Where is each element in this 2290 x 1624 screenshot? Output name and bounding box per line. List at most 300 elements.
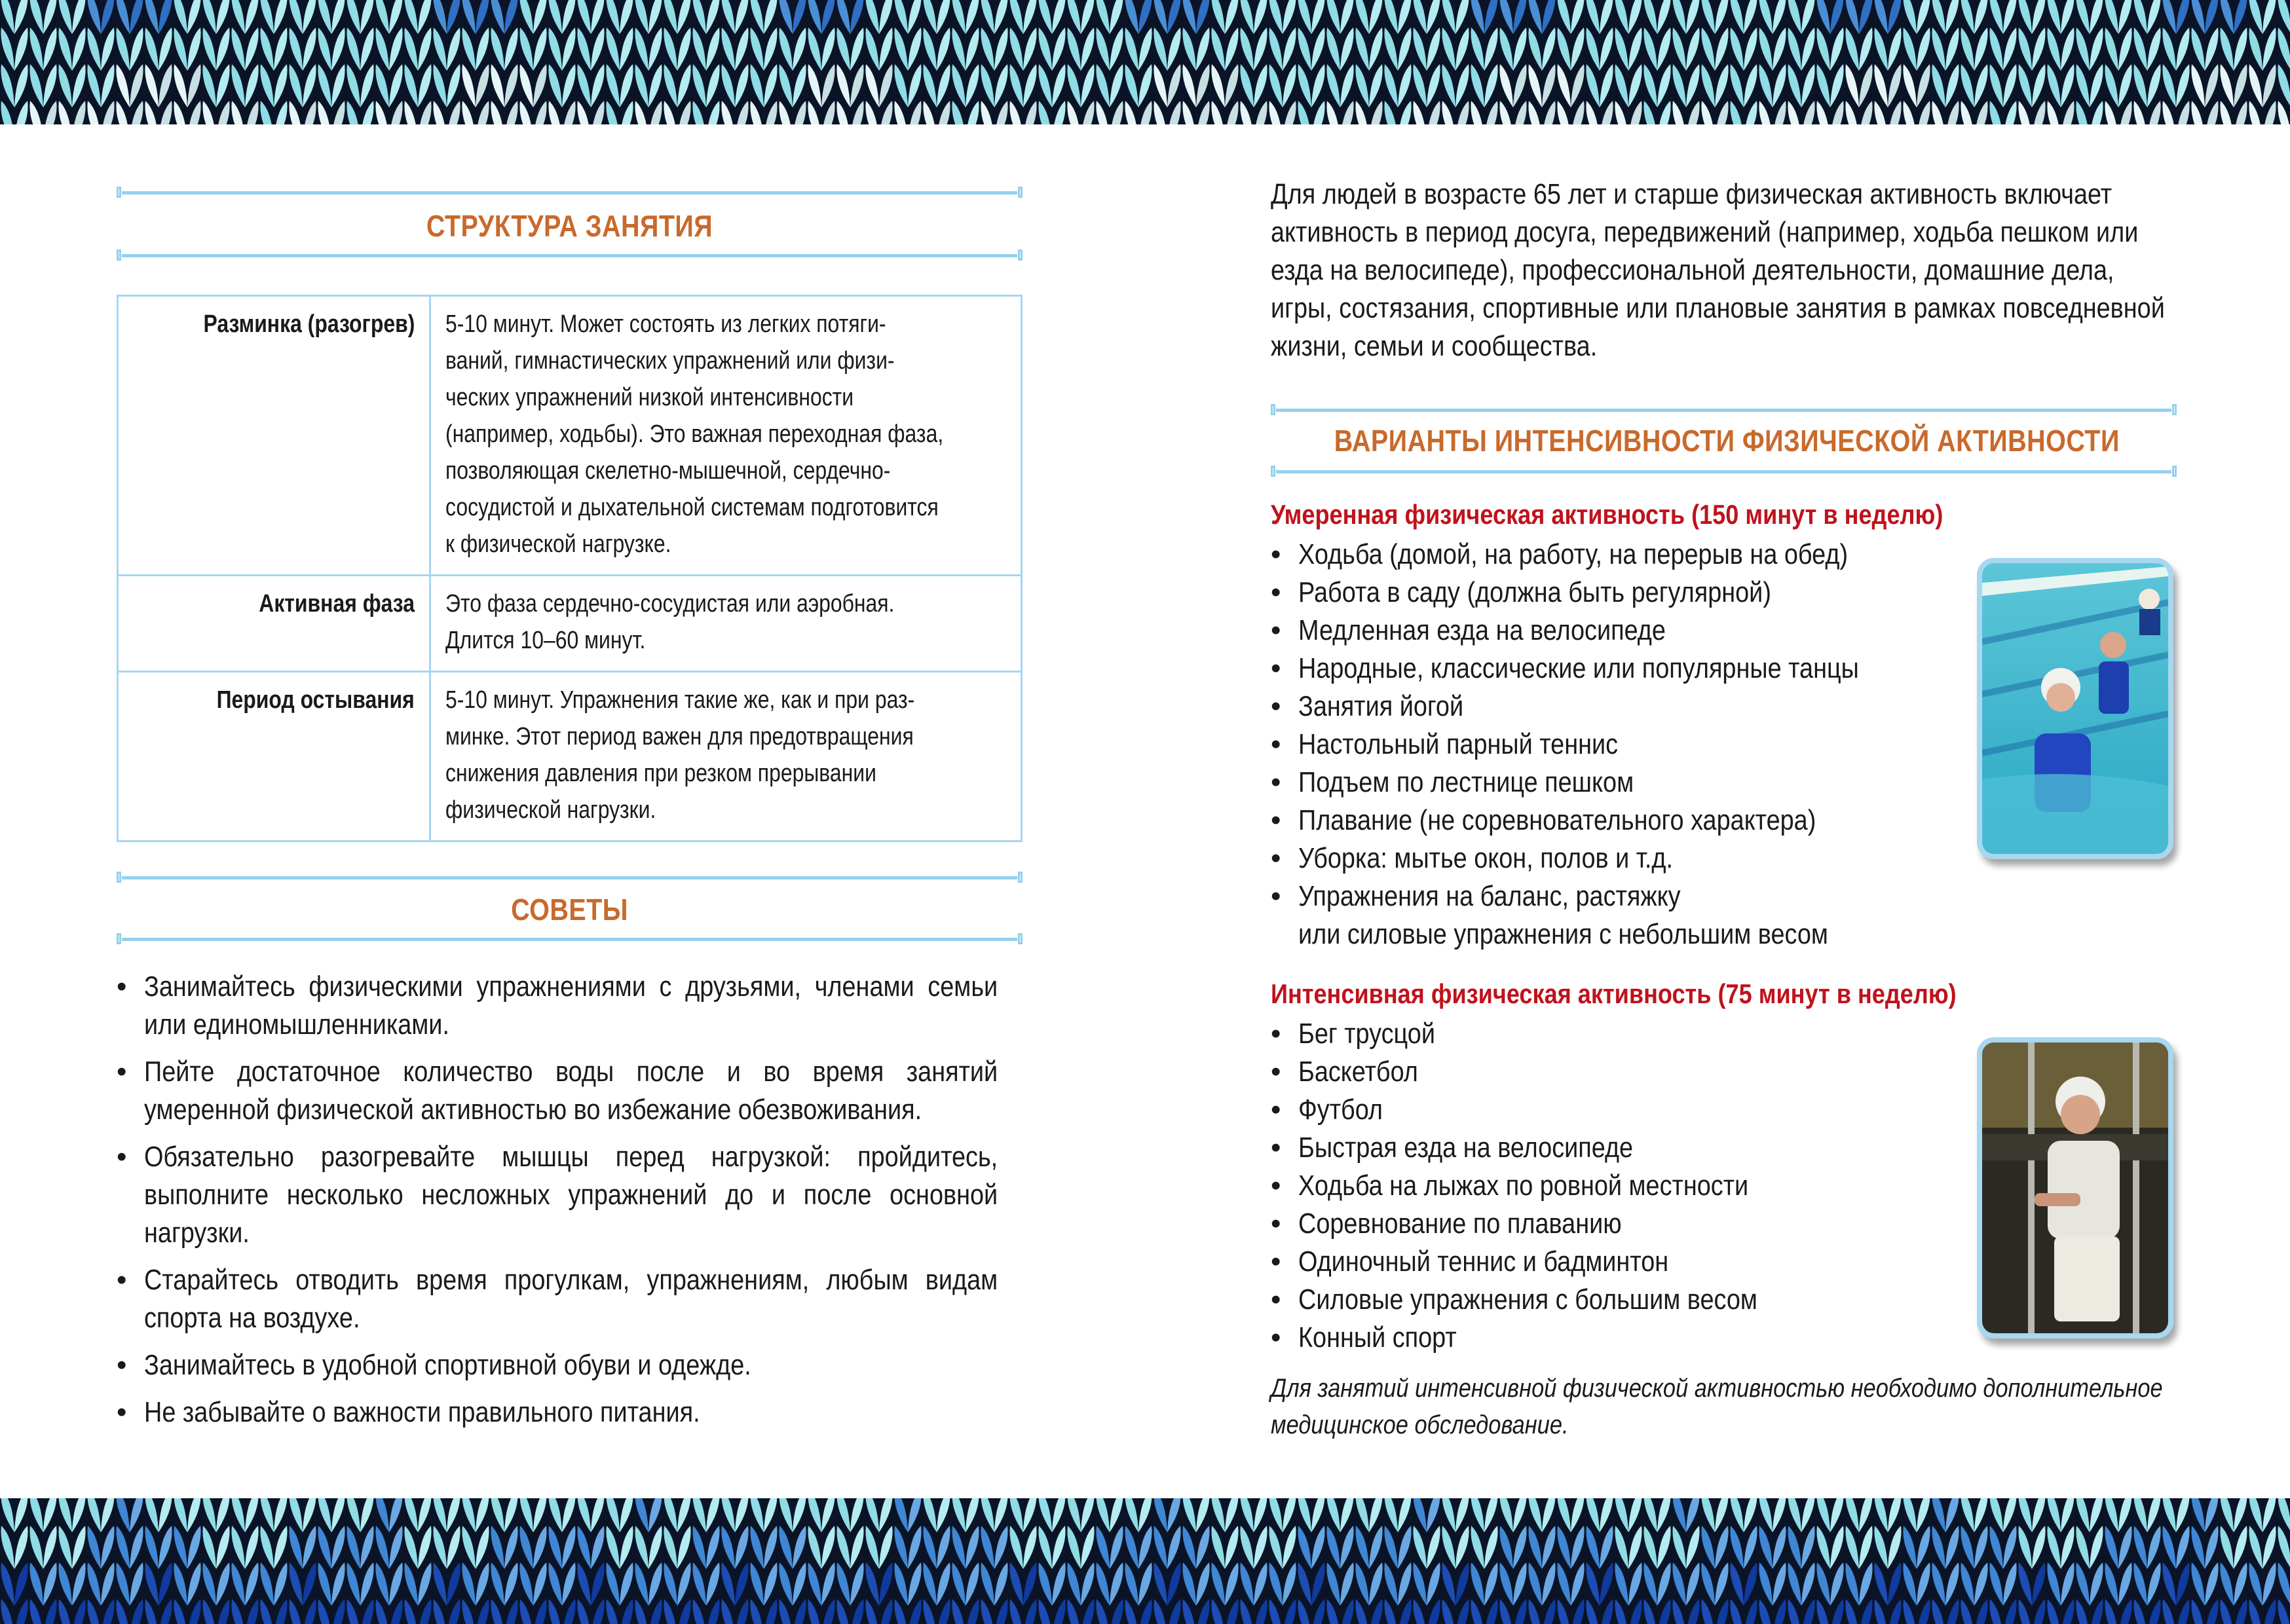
knit-stitch: [1442, 1599, 1455, 1624]
knit-stitch: [620, 1562, 633, 1606]
knit-stitch: [1009, 1526, 1023, 1569]
knit-stitch: [1571, 28, 1585, 71]
knit-stitch: [1138, 1498, 1152, 1532]
knit-stitch: [14, 101, 28, 124]
knit-stitch: [1672, 101, 1686, 124]
knit-stitch: [1196, 101, 1210, 124]
knit-stitch: [289, 0, 303, 34]
list-item: • Ходьба (домой, на работу, на перерыв на обед): [1271, 536, 1950, 574]
knit-stitch: [145, 0, 159, 34]
knit-stitch: [504, 101, 518, 124]
knit-stitch: [58, 0, 72, 34]
knit-stitch: [1154, 1526, 1167, 1569]
intensity-title: ВАРИАНТЫ ИНТЕНСИВНОСТИ ФИЗИЧЕСКОЙ АКТИВНОСТИ: [1334, 424, 2120, 458]
knit-stitch: [721, 101, 735, 124]
knit-stitch: [1225, 0, 1239, 34]
knit-stitch: [836, 0, 850, 34]
bullet-icon: •: [117, 970, 127, 1003]
knit-stitch: [1311, 28, 1325, 71]
knit-stitch: [1600, 64, 1613, 107]
knit-stitch: [1196, 1599, 1210, 1624]
knit-stitch: [404, 1562, 418, 1606]
knit-stitch: [260, 1498, 274, 1532]
knit-stitch: [664, 0, 677, 34]
knit-stitch: [1974, 28, 1988, 71]
knit-stitch: [1326, 1562, 1340, 1606]
knit-stitch: [202, 1562, 216, 1606]
knit-stitch: [375, 64, 389, 107]
knit-stitch: [2162, 1562, 2176, 1606]
knit-stitch: [1225, 64, 1239, 107]
knit-stitch: [606, 1599, 620, 1624]
knit-stitch: [1484, 1526, 1498, 1569]
knit-stitch: [908, 1562, 922, 1606]
knit-stitch: [1298, 1526, 1311, 1569]
knit-stitch: [1398, 1498, 1412, 1532]
knit-stitch: [1154, 28, 1167, 71]
knit-stitch: [1528, 0, 1542, 34]
knit-stitch: [2176, 28, 2190, 71]
knit-stitch: [1759, 101, 1773, 124]
knit-stitch: [318, 28, 331, 71]
knit-stitch: [1816, 1498, 1830, 1532]
knit-stitch: [1138, 28, 1152, 71]
knit-stitch: [72, 0, 86, 34]
knit-stitch: [1917, 1562, 1930, 1606]
knit-stitch: [2162, 1599, 2176, 1624]
knit-stitch: [2047, 64, 2061, 107]
knit-stitch: [692, 1562, 706, 1606]
knit-stitch: [1788, 64, 1801, 107]
knit-stitch: [1730, 0, 1744, 34]
knit-stitch: [1989, 101, 2003, 124]
knit-stitch: [389, 1526, 403, 1569]
knit-stitch: [1398, 1562, 1412, 1606]
knit-stitch: [850, 1599, 864, 1624]
knit-stitch: [1499, 1599, 1513, 1624]
knit-stitch: [1167, 1498, 1181, 1532]
knit-stitch: [1369, 1562, 1383, 1606]
knit-stitch: [1528, 28, 1542, 71]
knit-stitch: [692, 1526, 706, 1569]
knit-stitch: [174, 101, 187, 124]
knit-stitch: [130, 1599, 143, 1624]
knit-stitch: [1484, 101, 1498, 124]
knit-stitch: [1427, 101, 1440, 124]
section-rule-bottom: [117, 253, 1023, 258]
knit-stitch: [1586, 64, 1600, 107]
knit-stitch: [1254, 1599, 1267, 1624]
knit-stitch: [375, 1599, 389, 1624]
knit-stitch: [447, 28, 460, 71]
knit-stitch: [245, 0, 259, 34]
bullet-icon: •: [1271, 1132, 1281, 1164]
knit-stitch: [2090, 1498, 2103, 1532]
knit-stitch: [750, 64, 764, 107]
knit-stitch: [894, 0, 908, 34]
knit-stitch: [289, 1526, 303, 1569]
knit-stitch: [620, 28, 633, 71]
knit-stitch: [1845, 101, 1859, 124]
knit-stitch: [303, 1562, 316, 1606]
knit-stitch: [404, 64, 418, 107]
knit-stitch: [1471, 1498, 1484, 1532]
knit-stitch: [994, 64, 1008, 107]
knit-stitch: [952, 101, 966, 124]
knit-stitch: [418, 28, 432, 71]
knit-stitch: [2147, 1526, 2161, 1569]
knit-stitch: [2076, 1526, 2090, 1569]
knit-stitch: [2047, 1526, 2061, 1569]
knit-stitch: [591, 64, 605, 107]
knit-stitch: [1744, 1599, 1757, 1624]
knit-stitch: [1125, 1599, 1138, 1624]
knit-stitch: [1311, 0, 1325, 34]
knit-stitch: [130, 101, 143, 124]
knit-stitch: [433, 0, 447, 34]
knit-stitch: [331, 28, 345, 71]
knit-stitch: [1513, 64, 1527, 107]
knit-stitch: [1182, 0, 1196, 34]
knit-stitch: [750, 1498, 764, 1532]
knit-stitch: [43, 1599, 57, 1624]
knit-stitch: [1874, 1562, 1888, 1606]
knit-stitch: [664, 101, 677, 124]
knit-stitch: [2118, 1498, 2132, 1532]
knit-stitch: [1586, 1599, 1600, 1624]
knit-stitch: [1326, 101, 1340, 124]
knit-stitch: [1484, 0, 1498, 34]
knit-stitch: [29, 0, 43, 34]
knit-stitch: [1571, 1526, 1585, 1569]
knit-stitch: [1471, 28, 1484, 71]
knit-stitch: [562, 0, 576, 34]
knit-stitch: [1283, 1599, 1296, 1624]
knit-stitch: [87, 64, 101, 107]
knit-stitch: [1628, 28, 1642, 71]
knit-stitch: [174, 1562, 187, 1606]
knit-stitch: [1830, 1526, 1844, 1569]
knit-stitch: [1211, 1526, 1225, 1569]
knit-stitch: [1254, 1562, 1267, 1606]
knit-stitch: [1557, 28, 1571, 71]
knit-stitch: [1326, 1599, 1340, 1624]
knit-stitch: [1413, 1599, 1427, 1624]
knit-stitch: [404, 1498, 418, 1532]
knit-stitch: [2262, 101, 2276, 124]
knit-stitch: [952, 1599, 966, 1624]
knit-stitch: [216, 0, 230, 34]
knit-stitch: [706, 1562, 720, 1606]
knit-stitch: [202, 64, 216, 107]
knit-stitch: [347, 1599, 360, 1624]
knit-stitch: [1859, 0, 1873, 34]
knit-stitch: [1628, 1526, 1642, 1569]
list-item: • Работа в саду (должна быть регулярной): [1271, 574, 1950, 612]
knit-pattern-graphic: [0, 0, 2290, 124]
knit-stitch: [289, 1562, 303, 1606]
knit-stitch: [72, 28, 86, 71]
knit-stitch: [706, 64, 720, 107]
knit-stitch: [1052, 1526, 1066, 1569]
knit-stitch: [476, 28, 489, 71]
knit-stitch: [1023, 1562, 1037, 1606]
knit-stitch: [721, 1562, 735, 1606]
knit-stitch: [1945, 1562, 1959, 1606]
knit-stitch: [721, 1599, 735, 1624]
phase-label: Период остывания: [216, 686, 415, 714]
knit-stitch: [2278, 64, 2290, 107]
knit-stitch: [850, 28, 864, 71]
knit-stitch: [750, 1562, 764, 1606]
knit-stitch: [116, 1599, 130, 1624]
knit-stitch: [1643, 1526, 1657, 1569]
knit-stitch: [908, 28, 922, 71]
knit-stitch: [894, 101, 908, 124]
knit-stitch: [664, 1599, 677, 1624]
knit-stitch: [1686, 0, 1700, 34]
knit-stitch: [635, 1562, 648, 1606]
knit-stitch: [1154, 1498, 1167, 1532]
knit-stitch: [1167, 64, 1181, 107]
knit-stitch: [1715, 1498, 1729, 1532]
knit-stitch: [101, 0, 115, 34]
knit-stitch: [2133, 0, 2147, 34]
knit-stitch: [1182, 101, 1196, 124]
knit-stitch: [29, 28, 43, 71]
knit-stitch: [1888, 1498, 1902, 1532]
knit-stitch: [187, 64, 201, 107]
knit-stitch: [1932, 1562, 1945, 1606]
knit-stitch: [1427, 64, 1440, 107]
knit-stitch: [1081, 1526, 1095, 1569]
knit-stitch: [1657, 101, 1671, 124]
knit-stitch: [2191, 1498, 2205, 1532]
knit-stitch: [1254, 1526, 1267, 1569]
knit-stitch: [1038, 101, 1052, 124]
knit-stitch: [2262, 1498, 2276, 1532]
knit-stitch: [491, 1562, 504, 1606]
knit-stitch: [216, 28, 230, 71]
knit-stitch: [447, 1599, 460, 1624]
knit-stitch: [1442, 1498, 1455, 1532]
knit-stitch: [216, 1562, 230, 1606]
knit-stitch: [1110, 1599, 1123, 1624]
knit-stitch: [1932, 64, 1945, 107]
knit-stitch: [87, 1599, 101, 1624]
knit-pattern-top-band: [0, 0, 2290, 124]
knit-stitch: [735, 1599, 749, 1624]
knit-stitch: [1903, 1498, 1917, 1532]
knit-stitch: [1974, 101, 1988, 124]
knit-stitch: [1701, 1498, 1715, 1532]
knit-stitch: [231, 0, 245, 34]
knit-stitch: [418, 0, 432, 34]
knit-stitch: [29, 1599, 43, 1624]
knit-stitch: [1715, 64, 1729, 107]
knit-stitch: [1571, 1562, 1585, 1606]
knit-stitch: [1816, 0, 1830, 34]
knit-stitch: [491, 1498, 504, 1532]
knit-stitch: [462, 101, 476, 124]
knit-stitch: [1081, 101, 1095, 124]
knit-stitch: [1686, 1498, 1700, 1532]
knit-stitch: [1845, 1599, 1859, 1624]
list-item: • Обязательно разогревайте мышцы перед нагрузкой: пройдитесь, выполните несколько несложных упражнений до и после основной нагрузки.: [117, 1138, 1023, 1252]
knit-stitch: [850, 1562, 864, 1606]
knit-stitch: [1989, 28, 2003, 71]
knit-stitch: [87, 1526, 101, 1569]
list-item: • Баскетбол: [1271, 1053, 1832, 1091]
knit-stitch: [519, 64, 533, 107]
bullet-icon: •: [1271, 842, 1281, 874]
knit-stitch: [1643, 28, 1657, 71]
knit-stitch: [606, 1498, 620, 1532]
knit-stitch: [1845, 1526, 1859, 1569]
knit-stitch: [1715, 28, 1729, 71]
knit-stitch: [101, 64, 115, 107]
knit-stitch: [116, 1562, 130, 1606]
knit-stitch: [2234, 1526, 2247, 1569]
knit-stitch: [72, 64, 86, 107]
knit-stitch: [937, 0, 950, 34]
knit-stitch: [1442, 101, 1455, 124]
knit-stitch: [1167, 1526, 1181, 1569]
knit-stitch: [14, 1498, 28, 1532]
knit-stitch: [1, 1526, 14, 1569]
knit-stitch: [2018, 28, 2032, 71]
knit-stitch: [1701, 0, 1715, 34]
knit-stitch: [1830, 28, 1844, 71]
knit-stitch: [331, 64, 345, 107]
knit-stitch: [2118, 28, 2132, 71]
knit-stitch: [2090, 28, 2103, 71]
knit-stitch: [2133, 1526, 2147, 1569]
knit-stitch: [635, 1599, 648, 1624]
knit-stitch: [58, 1599, 72, 1624]
knit-stitch: [2220, 1526, 2234, 1569]
knit-stitch: [1701, 1562, 1715, 1606]
knit-stitch: [1859, 1526, 1873, 1569]
knit-stitch: [1455, 1599, 1469, 1624]
knit-stitch: [750, 1526, 764, 1569]
knit-stitch: [2061, 0, 2074, 34]
knit-stitch: [1672, 28, 1686, 71]
knit-stitch: [635, 0, 648, 34]
knit-stitch: [836, 64, 850, 107]
knit-stitch: [1816, 1599, 1830, 1624]
knit-stitch: [764, 1498, 778, 1532]
knit-stitch: [58, 64, 72, 107]
knit-stitch: [779, 28, 793, 71]
knit-stitch: [116, 0, 130, 34]
knit-stitch: [433, 1599, 447, 1624]
knit-stitch: [1369, 101, 1383, 124]
knit-stitch: [635, 101, 648, 124]
knit-stitch: [1961, 64, 1974, 107]
knit-stitch: [519, 1599, 533, 1624]
knit-stitch: [1801, 1498, 1815, 1532]
knit-stitch: [1484, 1562, 1498, 1606]
knit-stitch: [72, 1526, 86, 1569]
knit-stitch: [2249, 64, 2262, 107]
knit-stitch: [433, 101, 447, 124]
knit-stitch: [577, 0, 591, 34]
knit-stitch: [1686, 1526, 1700, 1569]
knit-stitch: [1269, 0, 1283, 34]
knit-stitch: [1110, 0, 1123, 34]
knit-stitch: [750, 0, 764, 34]
knit-stitch: [894, 1599, 908, 1624]
knit-stitch: [1240, 1526, 1254, 1569]
knit-stitch: [2278, 1562, 2290, 1606]
knit-stitch: [433, 28, 447, 71]
knit-stitch: [591, 28, 605, 71]
knit-stitch: [14, 0, 28, 34]
knit-stitch: [2262, 1526, 2276, 1569]
knit-stitch: [318, 0, 331, 34]
knit-stitch: [1932, 1599, 1945, 1624]
knit-stitch: [29, 101, 43, 124]
knit-stitch: [2032, 1599, 2046, 1624]
knit-stitch: [476, 64, 489, 107]
knit-stitch: [1571, 1599, 1585, 1624]
knit-stitch: [1557, 64, 1571, 107]
knit-stitch: [1110, 28, 1123, 71]
knit-stitch: [174, 1526, 187, 1569]
knit-stitch: [1138, 101, 1152, 124]
knit-stitch: [865, 64, 879, 107]
knit-stitch: [1455, 1526, 1469, 1569]
knit-stitch: [1773, 1562, 1786, 1606]
knit-stitch: [533, 0, 547, 34]
knit-stitch: [2061, 28, 2074, 71]
knit-stitch: [260, 64, 274, 107]
knit-stitch: [648, 1599, 662, 1624]
knit-stitch: [274, 1599, 288, 1624]
knit-stitch: [764, 1526, 778, 1569]
knit-stitch: [87, 28, 101, 71]
knit-stitch: [1961, 1498, 1974, 1532]
knit-stitch: [1586, 28, 1600, 71]
knit-stitch: [1586, 101, 1600, 124]
knit-stitch: [14, 28, 28, 71]
knit-stitch: [174, 1498, 187, 1532]
knit-stitch: [2147, 0, 2161, 34]
knit-stitch: [2220, 1562, 2234, 1606]
knit-stitch: [1615, 28, 1628, 71]
knit-stitch: [1945, 1599, 1959, 1624]
knit-stitch: [87, 1562, 101, 1606]
knit-stitch: [1138, 0, 1152, 34]
knit-stitch: [14, 64, 28, 107]
knit-stitch: [836, 28, 850, 71]
knit-stitch: [318, 1599, 331, 1624]
knit-stitch: [1, 64, 14, 107]
knit-stitch: [1657, 1498, 1671, 1532]
bullet-icon: •: [1271, 1246, 1281, 1278]
knit-stitch: [331, 1498, 345, 1532]
knit-stitch: [2249, 1526, 2262, 1569]
knit-stitch: [1845, 1562, 1859, 1606]
knit-stitch: [2003, 1562, 2017, 1606]
knit-stitch: [2105, 64, 2118, 107]
knit-stitch: [289, 101, 303, 124]
knit-stitch: [1773, 0, 1786, 34]
knit-stitch: [2234, 0, 2247, 34]
knit-stitch: [72, 101, 86, 124]
list-item: • Старайтесь отводить время прогулкам, упражнениям, любым видам спорта на воздухе.: [117, 1261, 1023, 1337]
